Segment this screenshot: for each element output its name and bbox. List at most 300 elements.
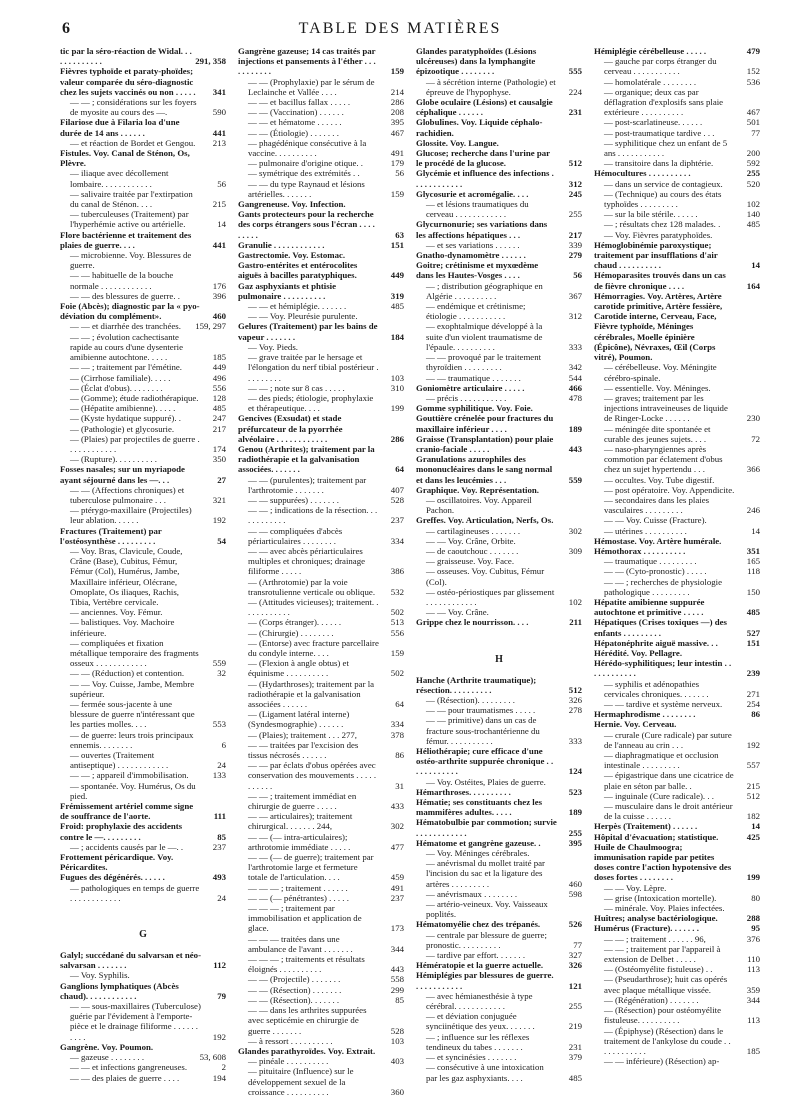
index-entry	[594, 944, 760, 964]
index-entry-text: — — habituelle de la bouche normale . . . . . . . . . . . .	[70, 270, 174, 291]
index-entry	[60, 250, 226, 270]
index-entry	[60, 393, 226, 403]
index-entry-page: 174	[212, 443, 226, 454]
index-entry	[238, 883, 404, 893]
index-entry	[594, 536, 760, 546]
index-entry	[594, 475, 760, 485]
index-entry	[60, 801, 226, 821]
index-entry	[594, 597, 760, 617]
index-entry	[60, 872, 226, 882]
index-entry-text: — Voy. Ostéites, Plaies de guerre.	[426, 776, 546, 787]
index-entry-text: Globe oculaire (Lésions) et causalgie céphalique . . . . . .	[416, 97, 553, 118]
index-entry	[416, 991, 582, 1011]
index-entry-page: 185	[212, 352, 226, 363]
index-entry-page: 255	[568, 209, 582, 220]
index-entry-text: Fugues des dégénérés. . . . . .	[60, 872, 165, 883]
index-entry-page: 14	[217, 219, 226, 230]
index-entry-text: — — (Affections chroniques) et tuberculose pulmonaire . . .	[70, 484, 185, 505]
index-entry-page: 558	[390, 974, 404, 985]
index-entry-page: 342	[568, 362, 582, 373]
index-entry-page: 192	[212, 1031, 226, 1042]
index-entry-text: — — articulaires); traitement chirurgical. . . . . . . 244,	[248, 811, 353, 832]
index-entry-text: — — ; recherches de physiologie pathologique . . . . . . . . .	[604, 576, 722, 597]
index-entry-text: — — des plaies de guerre . . . .	[70, 1072, 180, 1083]
index-entry	[60, 679, 226, 699]
index-entry-page: 211	[569, 617, 582, 628]
index-entry-text: — — — ; traitement par immobilisation et application de glace.	[248, 903, 362, 934]
index-entry-page: 31	[395, 780, 404, 791]
index-entry	[238, 475, 404, 495]
index-entry	[416, 797, 582, 817]
index-entry	[594, 495, 760, 515]
index-entry-page: 217	[212, 423, 226, 434]
index-entry	[60, 413, 226, 423]
index-entry-page: 477	[390, 841, 404, 852]
index-entry-page: 460	[212, 311, 226, 322]
index-entry-text: — — sous-maxillaires (Tuberculose) guérie par l'évidement à l'emporte-pièce et le drainage filiforme . . . . . . . . . .	[70, 1001, 201, 1042]
index-entry-page: 103	[390, 1035, 404, 1046]
index-entry	[416, 950, 582, 960]
index-entry-text: Grippe chez le nourrisson. . . .	[416, 617, 529, 628]
index-entry-text: — (Attitudes vicieuses); traitement. . . . . . . . . . . .	[248, 596, 379, 618]
index-entry-page: 27	[217, 474, 226, 485]
index-entry-page: 520	[746, 178, 760, 189]
index-entry	[416, 495, 582, 515]
index-entry-text: — — compliquées d'abcès périarticulaires . . . . . . . .	[248, 525, 343, 546]
index-entry-page: 491	[390, 882, 404, 893]
index-entry	[416, 485, 582, 495]
index-entry	[416, 960, 582, 970]
index-entry-page: 441	[212, 127, 226, 138]
index-entry-text: — et syncinésies . . . . . . .	[426, 1052, 517, 1063]
index-entry-text: — — avec abcès périarticulaires multiples et chroniques; drainage filiforme . . . . .	[248, 545, 366, 577]
index-entry-page: 63	[395, 229, 404, 240]
index-entry-page: 341	[212, 86, 226, 97]
index-entry	[416, 199, 582, 219]
index-entry	[60, 981, 226, 1001]
index-entry-page: 403	[390, 1056, 404, 1067]
index-entry-text: Gants protecteurs pour la recherche des corps étrangers sous l'écran . . . . . . . . .	[238, 209, 375, 240]
index-entry-page: 407	[390, 484, 404, 495]
index-entry-text: — (Technique) au cours des états typhoïdes . . . . . . . . .	[604, 188, 722, 210]
index-entry	[60, 321, 226, 331]
index-entry-text: Frémissement artériel comme signe de souffrance de l'aorte.	[60, 801, 194, 822]
index-entry-text: Hépatite amibienne suppurée autochtone et primitive . . . . .	[594, 596, 705, 618]
index-entry-text: Frottement péricardique. Voy. Péricardites.	[60, 852, 174, 873]
index-entry	[416, 675, 582, 695]
index-entry	[416, 46, 582, 77]
index-entry-page: 230	[746, 413, 760, 424]
index-entry-text: Granulie . . . . . . . . . . . .	[238, 239, 325, 250]
index-entry-page: 443	[390, 964, 404, 975]
index-entry-page: 199	[746, 872, 760, 883]
index-entry-text: Hématobulbie par commotion; survie . . . . . . . . . . . .	[416, 817, 557, 838]
index-entry	[594, 1005, 760, 1025]
index-entry	[594, 87, 760, 118]
index-entry	[238, 995, 404, 1005]
index-entry-text: — (Kyste hydatique suppuré). .	[70, 413, 181, 424]
index-entry-text: — — (Projectile) . . . . . . .	[248, 974, 341, 985]
index-entry	[594, 995, 760, 1005]
index-entry-text: — microbienne. Voy. Blessures de guerre.	[70, 250, 192, 271]
index-entry-page: 189	[568, 807, 582, 818]
index-entry-text: — — suppurées) . . . . . . .	[248, 494, 339, 505]
index-entry	[60, 1062, 226, 1072]
index-entry-text: — secondaires dans les plaies vasculaires . . . . . . . . .	[604, 494, 710, 516]
index-entry-text: Graphique. Voy. Représentation.	[416, 484, 539, 495]
index-entry-text: — homolatérale . . . . . . . .	[604, 76, 697, 87]
index-entry-page: 350	[212, 454, 226, 465]
index-entry-page: 179	[390, 158, 404, 169]
index-entry	[60, 546, 226, 607]
index-entry-page: 54	[217, 535, 226, 546]
index-entry-page: 344	[390, 943, 404, 954]
index-entry	[60, 1052, 226, 1062]
index-entry-page: 192	[746, 739, 760, 750]
index-entry-text: — dans un service de contagieux.	[604, 178, 723, 189]
index-entry	[238, 658, 404, 678]
index-entry	[416, 617, 582, 627]
index-entry	[238, 1036, 404, 1046]
index-entry-text: — cérébelleuse. Voy. Méningite cérébro-spinale.	[604, 362, 717, 383]
index-entry-page: 56	[573, 270, 582, 281]
index-entry	[594, 719, 760, 729]
index-entry	[594, 964, 760, 974]
index-entry-page: 459	[390, 872, 404, 883]
index-entry-text: Goniomètre articulaire . . . . .	[416, 382, 525, 393]
index-entry-text: — salivaire traitée par l'extirpation du canal de Sténon. . . .	[70, 188, 193, 210]
index-entry-text: Hémoparasites trouvés dans un cas de fièvre chronique . . . .	[594, 270, 726, 291]
index-entry-text: Gnatho-dynamomètre . . . . . .	[416, 250, 526, 261]
index-entry-page: 2	[221, 1062, 226, 1073]
index-entry-page: 333	[568, 735, 582, 746]
index-entry-page: 254	[746, 699, 760, 709]
index-entry-page: 53, 608	[199, 1052, 226, 1063]
index-entry-page: 449	[390, 270, 404, 281]
index-entry-page: 288	[746, 913, 760, 924]
index-entry-page: 86	[751, 709, 760, 720]
index-entry-text: — occultes. Voy. Tube digestif.	[604, 474, 715, 485]
index-entry-text: — — Voy. Cuisse, Jambe, Membre supérieur.	[70, 678, 195, 699]
index-entry	[60, 434, 226, 454]
index-entry	[594, 577, 760, 597]
index-entry-page: 151	[390, 239, 404, 250]
index-entry-text: — — (Résection). . . . . . .	[248, 994, 340, 1005]
index-entry-text: — — (Vaccination) . . . . . .	[248, 107, 344, 118]
index-entry-text: — (Rupture). . . . . . . . . .	[70, 454, 157, 465]
index-entry	[238, 526, 404, 546]
index-entry-page: 213	[212, 137, 226, 148]
index-entry-text: Gaz asphyxiants et phtisie pulmonaire . . . . . . . . . .	[238, 280, 336, 301]
index-entry-text: — — par éclats d'obus opérées avec conservation des mouvements . . . . . . . . . . .	[248, 760, 377, 791]
index-entry	[594, 883, 760, 893]
index-entry-page: 339	[568, 239, 582, 250]
index-entry	[60, 852, 226, 872]
index-entry	[416, 587, 582, 607]
index-entry-text: tic par la séro-réaction de Widal. . . . . . . . . . . . .	[60, 46, 192, 67]
index-entry	[238, 383, 404, 393]
index-entry	[238, 617, 404, 627]
index-entry	[416, 393, 582, 403]
index-entry	[60, 821, 226, 841]
index-entry	[416, 240, 582, 250]
index-entry-text: — — ; considérations sur les foyers de myosite au cours des —.	[70, 97, 197, 118]
index-entry-text: — naso-pharyngiennes après commotion par éclatement d'obus chez un sujet hypertendu . . .	[604, 443, 723, 475]
index-entry	[594, 485, 760, 495]
index-entry-text: — — traumatique . . . . . . .	[426, 372, 521, 383]
index-entry	[594, 566, 760, 576]
index-entry-text: — phagédénique consécutive à la vaccine. . . . . . . . . .	[248, 137, 367, 159]
index-entry-text: — anciennes. Voy. Fémur.	[70, 607, 163, 618]
index-entry-page: 433	[390, 801, 404, 812]
index-entry	[60, 362, 226, 372]
index-entry-page: 312	[568, 311, 582, 322]
index-entry-text: Hématomyélie chez des trépanés.	[416, 919, 541, 930]
index-entry-text: Glycosurie et acromégalie. . . .	[416, 188, 529, 199]
index-entry-text: — — ; traitement . . . . . . 96,	[604, 933, 706, 944]
section-letter: G	[139, 929, 147, 941]
index-entry	[594, 893, 760, 903]
index-entry	[594, 546, 760, 556]
index-entry	[60, 168, 226, 188]
index-entry-text: Gangrène gazeuse; 14 cas traités par injections et pansements à l'éther . . . . . . . . . . .	[238, 46, 376, 77]
index-entry-page: 80	[751, 892, 760, 903]
index-entry	[60, 730, 226, 750]
index-entry-text: — (Pathologie) et glycosurie.	[70, 423, 175, 434]
index-entry-text: Gastro-entérites et entérocolites aiguës à bacilles paratyphiques.	[238, 260, 358, 281]
index-entry-page: 140	[746, 209, 760, 220]
index-entry-text: — post opératoire. Voy. Appendicite.	[604, 484, 735, 495]
index-entry-page: 513	[390, 617, 404, 628]
index-entry	[416, 434, 582, 454]
index-entry	[416, 556, 582, 566]
index-entry	[60, 383, 226, 393]
index-entry-page: 478	[568, 392, 582, 403]
index-entry-text: — pulmonaire d'origine otique. .	[248, 158, 363, 169]
index-entry	[60, 97, 226, 117]
index-entry	[594, 923, 760, 933]
index-entry-text: — Voy. Pieds.	[248, 341, 298, 352]
index-entry-text: — anévrismal du mollet traité par l'incision du sac et la ligature des artères . . . . . . . . .	[426, 858, 545, 889]
index-entry-text: — (Hépatite amibienne). . . . .	[70, 403, 176, 414]
index-entry-text: — de caoutchouc . . . . . . .	[426, 545, 519, 556]
index-entry-page: 327	[568, 950, 582, 961]
index-entry-text: — — Voy. Crâne, Orbite.	[426, 535, 516, 546]
index-entry	[416, 566, 582, 586]
index-entry	[238, 138, 404, 158]
index-entry-text: — des pieds; étiologie, prophylaxie et thérapeutique. . . .	[248, 392, 374, 414]
index-entry	[60, 189, 226, 209]
index-entry-text: — (Chirurgie) . . . . . . . .	[248, 627, 334, 638]
index-entry-page: 77	[573, 939, 582, 950]
index-entry-text: Hémarthroses. . . . . . . . . .	[416, 786, 511, 797]
index-entry-page: 359	[746, 984, 760, 995]
index-entry-text: — cartilagineuses . . . . . . .	[426, 525, 521, 536]
index-entry-text: — musculaire dans le droit antérieur de la cuisse . . . . . .	[604, 801, 733, 822]
index-entry-text: — (Cirrhose familiale). . . . .	[70, 372, 171, 383]
index-entry-text: Foie (Abcès); diagnostic par la « pyo-déviation du complément».	[60, 301, 200, 322]
index-entry	[60, 373, 226, 383]
index-entry	[594, 240, 760, 271]
index-entry-page: 425	[746, 831, 760, 842]
index-entry-text: — ; accidents causés par le —. .	[70, 841, 184, 852]
index-entry-text: — graves; traitement par les injections intraveineuses de liquide de Ringer-Locke . . . . . .	[604, 392, 728, 424]
index-entry	[594, 791, 760, 801]
index-entry-page: 592	[746, 158, 760, 169]
index-entry	[238, 893, 404, 903]
index-entry-text: Graisse (Transplantation) pour plaie cranio-faciale . . . . .	[416, 433, 554, 454]
index-entry-text: — post-traumatique tardive . . .	[604, 127, 715, 138]
index-entry-text: Genou (Arthrites); traitement par la radiothérapie et la galvanisation associées. . . . . . .	[238, 443, 375, 475]
index-entry-page: 485	[746, 607, 760, 618]
index-entry-text: — ; résultats chez 128 malades. .	[604, 219, 721, 230]
index-entry	[238, 393, 404, 413]
index-entry	[238, 250, 404, 260]
index-entry-text: — — inférieure) (Résection) ap-	[604, 1056, 720, 1067]
index-entry-text: Ganglions lymphatiques (Abcès chaud). . . . . . . . . . . .	[60, 980, 179, 1001]
index-entry-page: 386	[390, 566, 404, 577]
index-entry-text: — tuberculeuses (Traitement) par l'hyperhémie active ou artérielle.	[70, 209, 189, 230]
index-entry	[594, 117, 760, 127]
index-entry	[238, 628, 404, 638]
index-entry-text: — — dans les arthrites suppurées avec septicémie en chirurgie de guerre . . . . . . .	[248, 1005, 367, 1036]
index-entry-page: 485	[746, 219, 760, 230]
index-entry-text: — (Gomme); étude radiothérapique.	[70, 392, 199, 403]
index-entry-page: 219	[568, 1021, 582, 1032]
index-entry	[238, 240, 404, 250]
index-entry-page: 467	[390, 127, 404, 138]
index-entry-page: 14	[751, 525, 760, 536]
index-entry	[594, 209, 760, 219]
index-entry-page: 224	[568, 86, 582, 97]
index-entry	[60, 403, 226, 413]
index-entry-page: 485	[390, 301, 404, 312]
page-number: 6	[62, 20, 70, 37]
index-entry-text: — symétrique des extrémités . .	[248, 168, 360, 179]
index-entry-page: 366	[746, 464, 760, 475]
index-entry-text: — — Voy. Crâne.	[426, 607, 489, 618]
index-entry	[60, 485, 226, 505]
index-entry-text: Huile de Chaulmoogra; immunisation rapide par petites doses contre l'action hypotensive des doses fortes . . . . . . . .	[594, 841, 732, 883]
index-entry	[594, 638, 760, 648]
index-entry-page: 199	[390, 403, 404, 414]
index-entry	[416, 1011, 582, 1031]
index-entry	[60, 1001, 226, 1042]
index-entry-page: 360	[390, 1086, 404, 1097]
index-entry-page: 128	[212, 392, 226, 403]
index-entry-text: — (Arthrotomie) par la voie transrotulienne verticale ou oblique.	[248, 576, 376, 597]
index-entry-text: — gauche par corps étranger du cerveau . . . . . . . . . . .	[604, 56, 717, 77]
index-entry	[594, 179, 760, 189]
index-entry-text: — (Flexion à angle obtus) et équinisme . . . . . . . . . .	[248, 658, 349, 679]
index-entry	[60, 770, 226, 780]
index-entry	[60, 270, 226, 290]
index-entry	[238, 199, 404, 209]
index-entry-text: — et déviation conjuguée synciinétique des yeux. . . . . . .	[426, 1011, 535, 1032]
index-entry-text: — graisseuse. Voy. Face.	[426, 556, 515, 567]
index-entry	[416, 787, 582, 797]
index-entry-text: — — ; traitement immédiat en chirurgie de guerre . . . . .	[248, 790, 357, 812]
index-entry-page: 286	[390, 433, 404, 444]
index-entry	[60, 842, 226, 852]
index-entry	[238, 46, 404, 77]
index-entry-page: 460	[568, 878, 582, 889]
index-entry-page: 14	[751, 821, 760, 832]
index-entry-text: — compliquées et fixation métallique temporaire des fragments osseux . . . . . . . . . . . .	[70, 637, 199, 669]
index-entry-text: — consécutive à une intoxication par les gaz asphyxiants. . . .	[426, 1062, 544, 1083]
index-entry	[238, 107, 404, 117]
index-entry	[238, 730, 404, 740]
index-entry-page: 395	[568, 837, 582, 848]
index-entry	[60, 66, 226, 97]
index-entry-page: 302	[568, 525, 582, 536]
index-entry-text: Hémocultures . . . . . . . . . .	[594, 168, 691, 179]
index-entry-text: — grise (Intoxication mortelle).	[604, 892, 717, 903]
index-entry	[594, 168, 760, 178]
index-entry-text: — syphilis et adénopathies cervicales chroniques. . . . . . .	[604, 678, 709, 699]
index-entry-page: 312	[568, 178, 582, 189]
index-entry-page: 553	[212, 719, 226, 730]
index-entry-text: Hépatonéphrite aiguë massive. . .	[594, 637, 718, 648]
index-entry	[594, 750, 760, 770]
index-entry	[416, 281, 582, 301]
index-entry	[416, 817, 582, 837]
index-entry-text: — — Voy. Lèpre.	[604, 882, 667, 893]
index-entry-text: — (Plaies); traitement . . . 277,	[248, 729, 357, 740]
index-entry-text: — méningée dite spontanée et curable des jeunes sujets. . . .	[604, 423, 711, 444]
index-entry-text: — pathologiques en temps de guerre . . . . . . . . . . . .	[70, 882, 200, 903]
index-entry	[594, 1056, 760, 1066]
index-entry-page: 326	[568, 960, 582, 971]
index-entry	[594, 556, 760, 566]
index-entry	[60, 291, 226, 301]
index-entry	[594, 934, 760, 944]
index-entry-text: Hépatiques (Crises toxiques —) des enfants . . . . . . . . .	[594, 617, 727, 638]
index-entry	[238, 505, 404, 525]
index-entry	[416, 454, 582, 485]
index-entry-page: 496	[212, 372, 226, 383]
index-entry-page: 215	[746, 780, 760, 791]
index-entry	[60, 424, 226, 434]
index-entry-page: 379	[568, 1052, 582, 1063]
index-entry-page: 103	[390, 372, 404, 383]
index-entry-page: 395	[390, 117, 404, 128]
index-entry	[238, 342, 404, 352]
index-entry-text: — — (— intra-articulaires); arthrotomie immédiate . . . . .	[248, 831, 351, 852]
index-entry-text: Hématome et gangrène gazeuse. .	[416, 837, 541, 848]
index-entry-text: Hémothorax . . . . . . . . . .	[594, 545, 686, 556]
index-entry-text: — (Régénération) . . . . . . .	[604, 994, 699, 1005]
index-entry-text: — — ; traitement par l'émétine.	[70, 362, 182, 373]
index-entry	[416, 705, 582, 715]
index-column-1	[60, 46, 226, 1083]
index-entry-page: 231	[568, 1041, 582, 1052]
index-entry	[416, 526, 582, 536]
index-entry-page: 512	[568, 684, 582, 695]
index-entry	[238, 260, 404, 280]
index-entry-page: 378	[390, 729, 404, 740]
index-entry	[238, 638, 404, 658]
index-entry	[594, 648, 760, 658]
index-entry-page: 326	[568, 694, 582, 705]
index-entry-page: 559	[568, 474, 582, 485]
index-entry	[594, 230, 760, 240]
index-entry	[60, 230, 226, 250]
index-entry-text: — — provoqué par le traitement thyroïdien . . . . . . . . .	[426, 352, 542, 373]
index-entry	[60, 1073, 226, 1083]
index-entry	[594, 383, 760, 393]
index-entry-text: — (Épiphyse) (Résection) dans le traitement de l'ankylose du coude . . . . . . . . . . . .	[604, 1025, 731, 1056]
